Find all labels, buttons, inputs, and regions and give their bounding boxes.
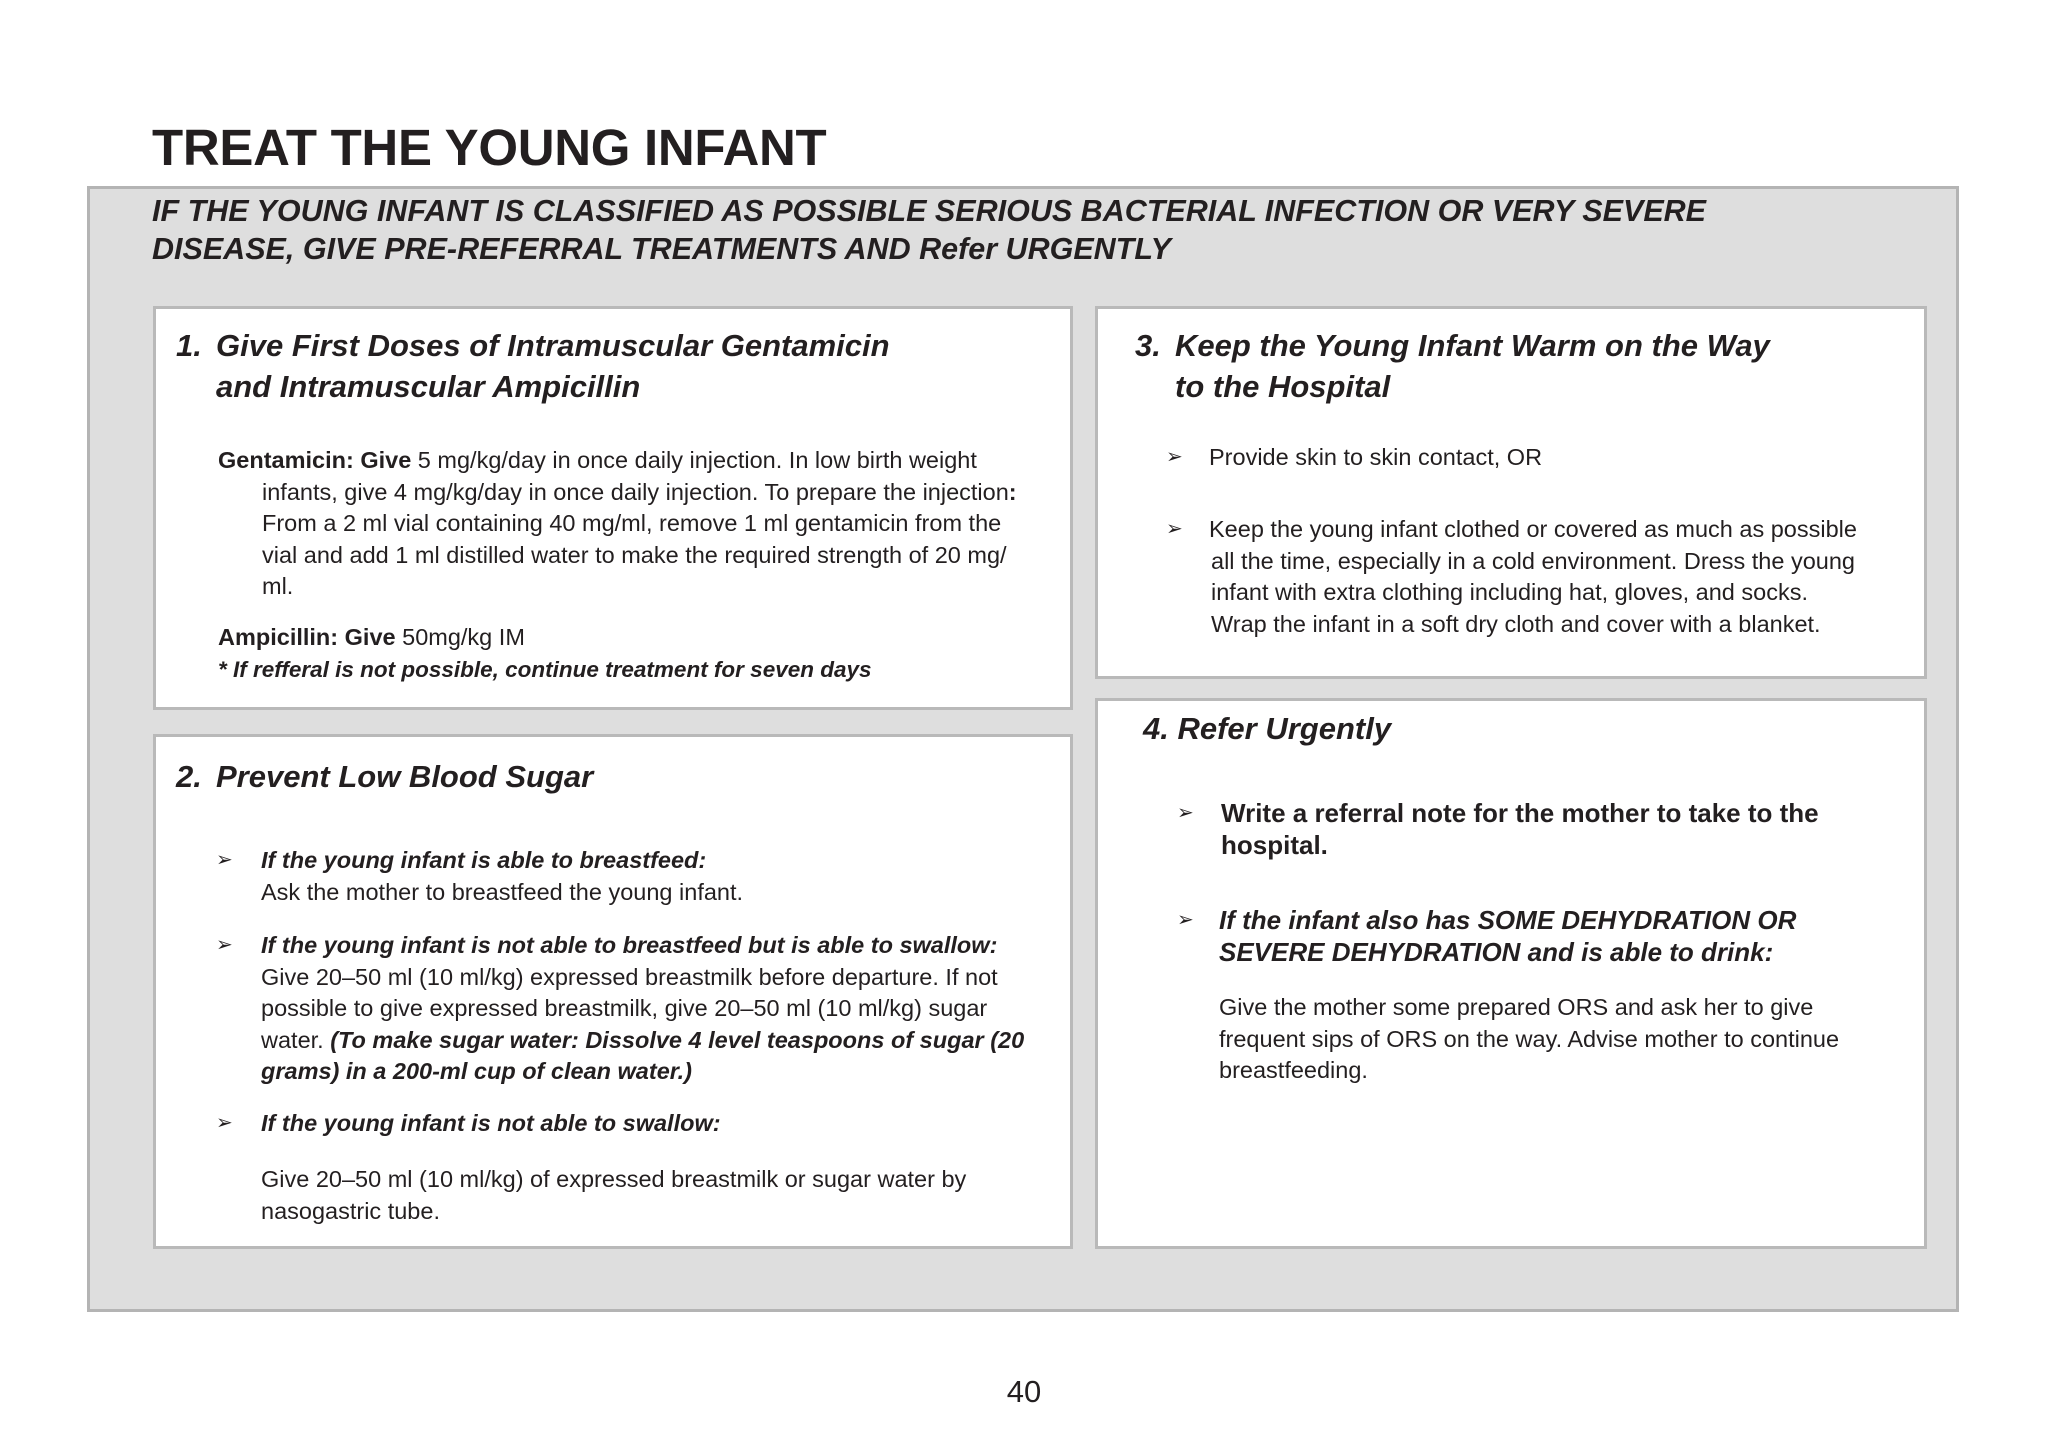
sugar-water-note: grams) in a 200-ml cup of clean water.) (261, 1058, 692, 1084)
text-line: infants, give 4 mg/kg/day in once daily injection. To prepare the injection (262, 478, 1009, 505)
text-line: Give the mother some prepared ORS and ask her to give (1219, 994, 1814, 1020)
title-line: and Intramuscular Ampicillin (216, 369, 641, 404)
bullet-breastfeed (261, 845, 743, 908)
bullet-skin-contact (1209, 442, 1542, 474)
bullet-arrow-icon: ➢ (216, 934, 233, 956)
card-number: 1. (176, 328, 202, 363)
card-refer-urgently-title: 4. Refer Urgently (1143, 711, 1392, 746)
bullet-heading: If the young infant is not able to breastfeed but is able to swallow: (261, 932, 998, 958)
bullet-arrow-icon: ➢ (1177, 802, 1194, 824)
banner-line-2: DISEASE, GIVE PRE-REFERRAL TREATMENTS AND Refer URGENTLY (152, 232, 1172, 266)
ampicillin-instructions (218, 622, 872, 685)
page-title: TREAT THE YOUNG INFANT (152, 119, 827, 176)
referral-banner (152, 192, 1932, 268)
text-line: Provide skin to skin contact, OR (1209, 444, 1543, 470)
text-line: breastfeeding. (1219, 1057, 1368, 1083)
text-line: Write a referral note for the mother to take to the (1221, 798, 1819, 828)
gentamicin-label: Gentamicin: Give (218, 447, 412, 473)
text-line: ml. (262, 573, 294, 599)
nasogastric-instructions (261, 1164, 966, 1227)
text-line: If the infant also has SOME DEHYDRATION OR (1219, 905, 1797, 935)
bullet-dehydration (1219, 905, 1796, 968)
text-line: Give 20–50 ml (10 ml/kg) of expressed breastmilk or sugar water by (261, 1166, 967, 1192)
banner-line-1: IF THE YOUNG INFANT IS CLASSIFIED AS POSSIBLE SERIOUS BACTERIAL INFECTION OR VERY SEVERE (152, 194, 1707, 228)
text-line: SEVERE DEHYDRATION and is able to drink: (1219, 936, 1774, 967)
title-line: Keep the Young Infant Warm on the Way (1175, 328, 1770, 363)
bullet-heading: If the young infant is able to breastfeed: (261, 847, 707, 873)
bullet-not-swallow (261, 1108, 721, 1140)
title-line: Give First Doses of Intramuscular Gentamicin (216, 328, 890, 363)
text-line: Keep the young infant clothed or covered as much as possible (1209, 516, 1857, 542)
colon: : (1008, 478, 1017, 505)
text-line: Give 20–50 ml (10 ml/kg) expressed breastmilk before departure. If not (261, 963, 998, 990)
bullet-clothed (1209, 514, 1857, 640)
ampicillin-label: Ampicillin: Give (218, 624, 396, 650)
text-line: Wrap the infant in a soft dry cloth and cover with a blanket. (1211, 610, 1821, 637)
bullet-referral-note (1221, 798, 1819, 861)
sugar-water-note: (To make sugar water: Dissolve 4 level teaspoons of sugar (20 (330, 1026, 1025, 1053)
card-number: 2. (176, 759, 202, 794)
bullet-heading: If the young infant is not able to swallow: (261, 1110, 721, 1136)
card-refer-urgently (1095, 698, 1927, 1249)
referral-note: * If refferal is not possible, continue treatment for seven days (218, 656, 872, 682)
page-number: 40 (1006, 1374, 1042, 1409)
text-line: possible to give expressed breastmilk, give 20–50 ml (10 ml/kg) sugar (261, 995, 988, 1021)
text-line: Ask the mother to breastfeed the young infant. (261, 878, 744, 905)
bullet-swallow (261, 930, 1024, 1088)
title-line: Prevent Low Blood Sugar (216, 759, 594, 794)
text-line: water. (261, 1026, 331, 1053)
bullet-arrow-icon: ➢ (1177, 909, 1194, 931)
bullet-arrow-icon: ➢ (1166, 446, 1183, 468)
gentamicin-instructions (218, 445, 1017, 603)
text-line: 50mg/kg IM (395, 624, 525, 650)
card-number: 3. (1135, 328, 1161, 363)
bullet-arrow-icon: ➢ (216, 1112, 233, 1134)
text-line: nasogastric tube. (261, 1197, 440, 1224)
text-line: frequent sips of ORS on the way. Advise mother to continue (1219, 1025, 1840, 1052)
text-line: infant with extra clothing including hat, gloves, and socks. (1211, 579, 1808, 605)
ors-instructions (1219, 992, 1839, 1087)
text-line: all the time, especially in a cold environment. Dress the young (1211, 547, 1855, 574)
text-line: vial and add 1 ml distilled water to make the required strength of 20 mg/ (262, 541, 1007, 568)
title-line: to the Hospital (1175, 369, 1391, 404)
text-line: 5 mg/kg/day in once daily injection. In low birth weight (411, 447, 977, 473)
text-line: From a 2 ml vial containing 40 mg/ml, remove 1 ml gentamicin from the (262, 510, 1002, 536)
text-line: hospital. (1221, 829, 1328, 860)
bullet-arrow-icon: ➢ (1166, 518, 1183, 540)
bullet-arrow-icon: ➢ (216, 849, 233, 871)
